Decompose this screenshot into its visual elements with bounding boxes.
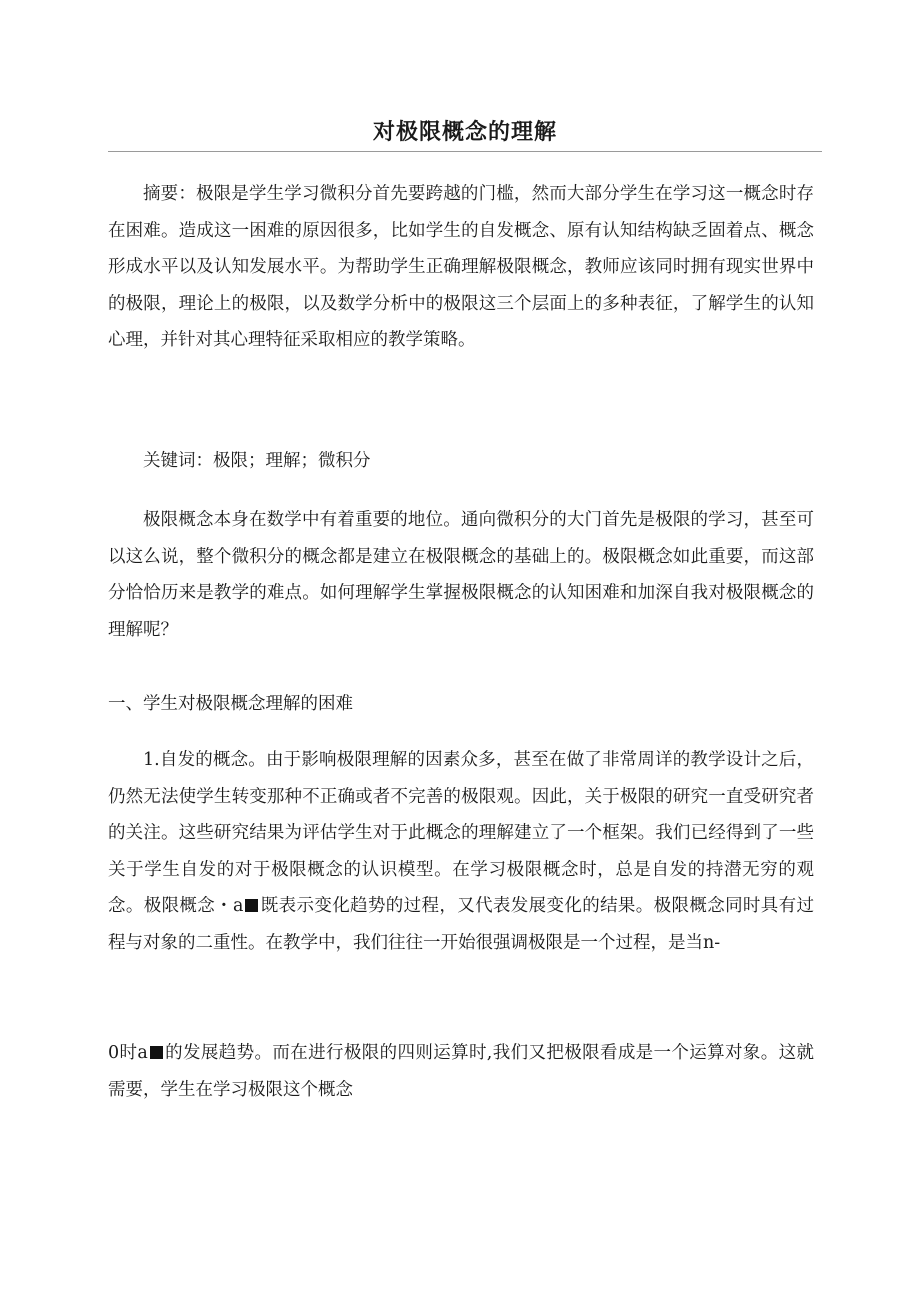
paragraph-text-part: 0时a	[108, 1043, 148, 1063]
intro-paragraph: 极限概念本身在数学中有着重要的地位。通向微积分的大门首先是极限的学习，甚至可以这么说，整个微积分的概念都是建立在极限概念的基础上的。极限概念如此重要，而这部分恰恰历来是教学的难点。如何理解学生掌握极限概念的认知困难和加深自我对极限概念的理解呢？	[108, 510, 814, 640]
paragraph-spontaneous-concept	[108, 742, 814, 962]
paragraph-text-part: 1.自发的概念。由于影响极限理解的因素众多，甚至在做了非常周详的教学设计之后，仍然无法使学生转变那种不正确或者不完善的极限观。因此，关于极限的研究一直受研究者的关注。这些研究结果为评估学生对于此概念的理解建立了一个框架。我们已经得到了一些关于学生自发的对于极限概念的认识模型。在学习极限概念时，总是自发的持潜无穷的观念。极限概念・a	[108, 750, 814, 917]
title-divider	[108, 151, 822, 152]
paragraph-text-part: 的发展趋势。而在进行极限的四则运算时,我们又把极限看成是一个运算对象。这就需要，学生在学习极限这个概念	[108, 1043, 814, 1100]
section-heading-1: 一、学生对极限概念理解的困难	[108, 694, 353, 714]
square-glyph-icon	[245, 899, 258, 912]
paragraph-text-part: 既表示变化趋势的过程，又代表发展变化的结果。极限概念同时具有过程与对象的二重性。在教学中，我们往往一开始很强调极限是一个过程，是当n-	[108, 896, 814, 953]
document-title: 对极限概念的理解	[372, 120, 557, 145]
abstract-paragraph: 摘要：极限是学生学习微积分首先要跨越的门槛，然而大部分学生在学习这一概念时存在困难。造成这一困难的原因很多，比如学生的自发概念、原有认知结构缺乏固着点、概念形成水平以及认知发展水平。为帮助学生正确理解极限概念，教师应该同时拥有现实世界中的极限，理论上的极限，以及数学分析中的极限这三个层面上的多种表征，了解学生的认知心理，并针对其心理特征采取相应的教学策略。	[108, 184, 814, 351]
keywords-line: 关键词：极限；理解；微积分	[143, 451, 371, 471]
square-glyph-icon	[150, 1046, 163, 1059]
paragraph-continuation	[108, 1035, 814, 1108]
